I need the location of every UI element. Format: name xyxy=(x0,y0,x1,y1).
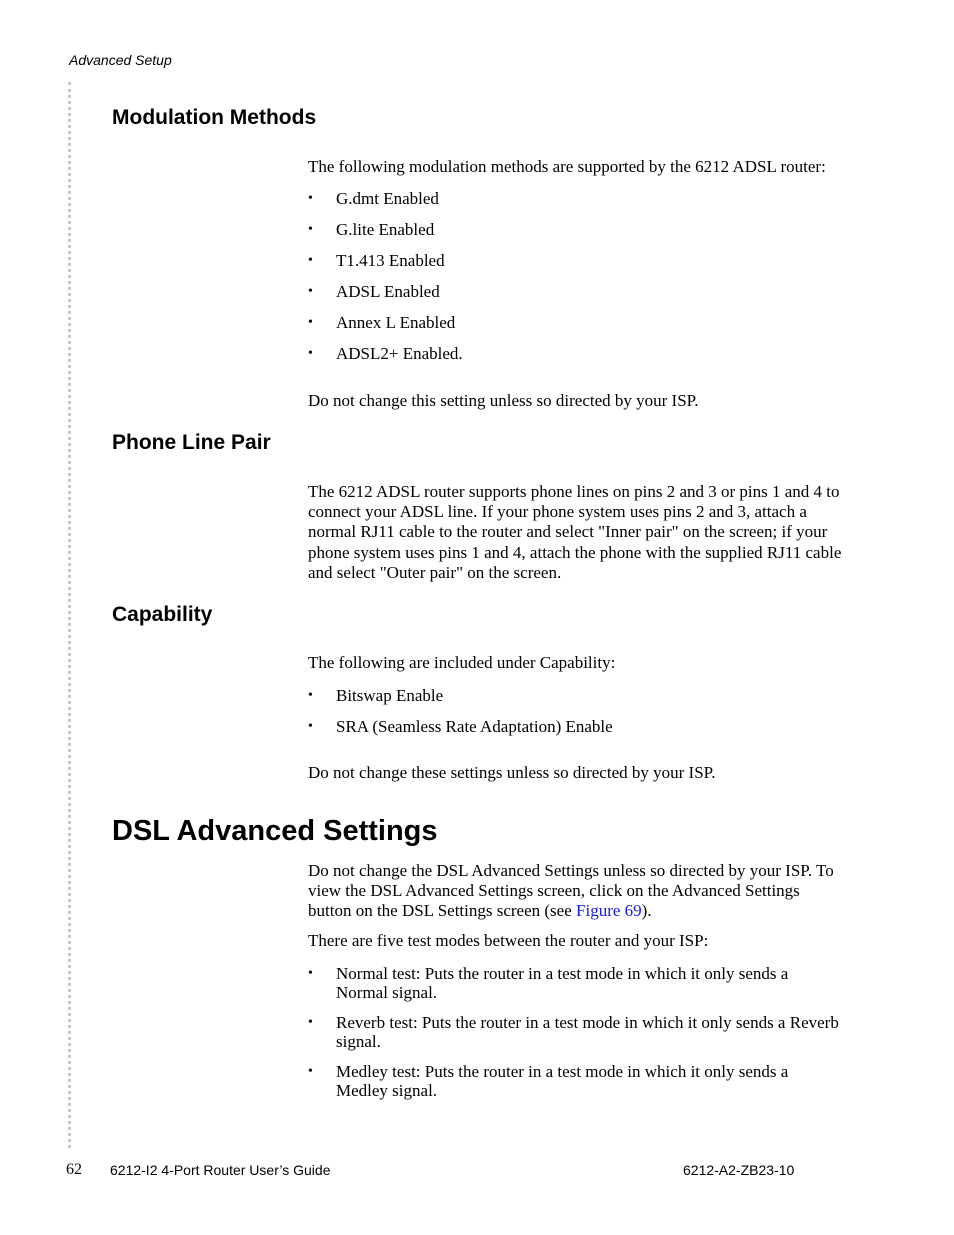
list-item: • Bitswap Enable xyxy=(308,686,843,705)
phone-line-heading: Phone Line Pair xyxy=(112,431,271,454)
modulation-note: Do not change this setting unless so directed by your ISP. xyxy=(308,391,699,410)
running-header: Advanced Setup xyxy=(69,52,172,68)
capability-note: Do not change these settings unless so directed by your ISP. xyxy=(308,763,716,782)
dsl-advanced-para1-text: Do not change the DSL Advanced Settings unless so directed by your ISP. To view the DSL Advanced Settings screen, click on the Advanced Settings button on the DSL Settings screen (see xyxy=(308,861,834,921)
test-modes-list xyxy=(308,964,843,1111)
capability-intro: The following are included under Capability: xyxy=(308,653,616,672)
dsl-advanced-para1 xyxy=(308,861,843,922)
modulation-heading: Modulation Methods xyxy=(112,106,317,129)
modulation-intro: The following modulation methods are supported by the 6212 ADSL router: xyxy=(308,157,826,176)
modulation-list xyxy=(308,189,843,375)
figure-69-link[interactable]: Figure 69 xyxy=(576,901,642,921)
margin-rule xyxy=(68,82,71,1148)
list-item: • ADSL2+ Enabled. xyxy=(308,344,843,363)
capability-list xyxy=(308,686,843,748)
dsl-advanced-para2: There are five test modes between the router and your ISP: xyxy=(308,931,709,950)
list-item: • Normal test: Puts the router in a test mode in which it only sends a Normal signal. xyxy=(308,964,843,1002)
list-item: • Annex L Enabled xyxy=(308,313,843,332)
list-item: • Reverb test: Puts the router in a test mode in which it only sends a Reverb signal. xyxy=(308,1013,843,1051)
dsl-advanced-heading: DSL Advanced Settings xyxy=(112,815,438,847)
list-item: • G.lite Enabled xyxy=(308,220,843,239)
dsl-advanced-para1-end: ). xyxy=(641,901,652,921)
footer-title: 6212-I2 4-Port Router User’s Guide xyxy=(110,1162,331,1178)
list-item: • SRA (Seamless Rate Adaptation) Enable xyxy=(308,717,843,736)
page-number: 62 xyxy=(66,1161,82,1178)
list-item: • Medley test: Puts the router in a test mode in which it only sends a Medley signal. xyxy=(308,1062,843,1100)
phone-line-body: The 6212 ADSL router supports phone lines on pins 2 and 3 or pins 1 and 4 to connect your ADSL line. If your phone system uses pins 2 and 3, attach a normal RJ11 cable to the router and select "Inner pair" on the screen; if your phone system uses pins 1 and 4, attach the phone with the supplied RJ11 cable and select "Outer pair" on the screen. xyxy=(308,482,842,582)
list-item: • ADSL Enabled xyxy=(308,282,843,301)
list-item: • G.dmt Enabled xyxy=(308,189,843,208)
footer-doc-id: 6212-A2-ZB23-10 xyxy=(683,1162,795,1178)
capability-heading: Capability xyxy=(112,603,213,626)
list-item: • T1.413 Enabled xyxy=(308,251,843,270)
